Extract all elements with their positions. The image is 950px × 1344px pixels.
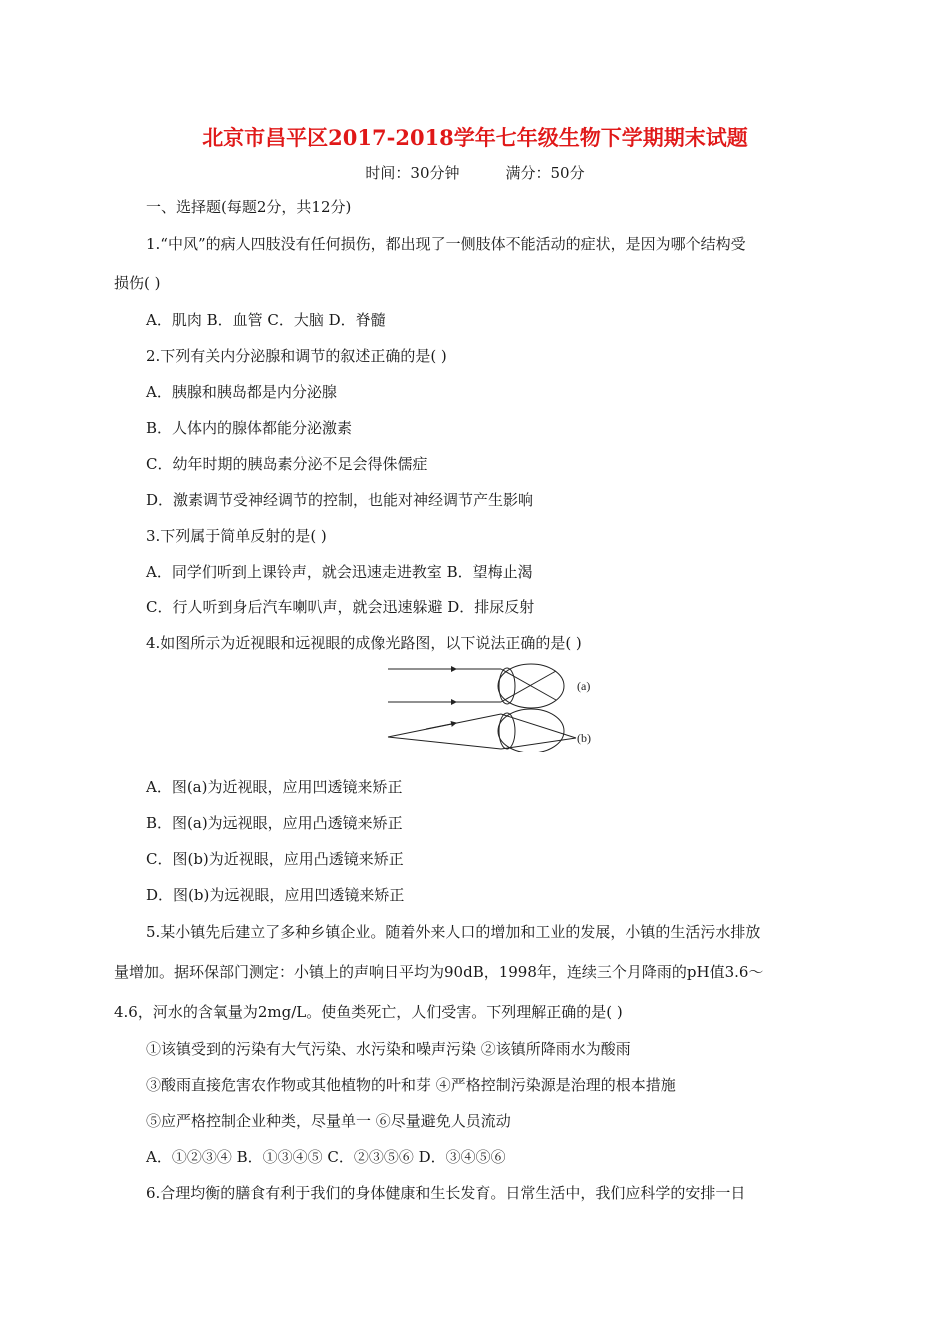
q5-statements-56: ⑤应严格控制企业种类，尽量单一 ⑥尽量避免人员流动 [146, 1112, 511, 1130]
label-a: (a) [577, 679, 591, 693]
exam-info [0, 162, 950, 183]
q5-options: A．①②③④ B．①③④⑤ C．②③⑤⑥ D．③④⑤⑥ [146, 1148, 506, 1166]
q2-stem: 2.下列有关内分泌腺和调节的叙述正确的是( ) [146, 347, 447, 365]
q2-option-a: A．胰腺和胰岛都是内分泌腺 [146, 383, 337, 401]
q5-statements-34: ③酸雨直接危害农作物或其他植物的叶和芽 ④严格控制污染源是治理的根本措施 [146, 1076, 676, 1094]
q4-option-b: B．图(a)为远视眼，应用凸透镜来矫正 [146, 814, 403, 832]
exam-score: 满分：50分 [505, 164, 585, 182]
section-heading: 一、选择题(每题2分，共12分) [146, 198, 352, 216]
q2-option-c: C．幼年时期的胰岛素分泌不足会得侏儒症 [146, 455, 428, 473]
eye-diagram-b [388, 709, 576, 752]
q6-stem-line1: 6.合理均衡的膳食有利于我们的身体健康和生长发育。日常生活中，我们应科学的安排一日 [146, 1184, 746, 1202]
q1-options: A．肌肉 B．血管 C．大脑 D．脊髓 [146, 311, 386, 329]
q5-stem-line1: 5.某小镇先后建立了多种乡镇企业。随着外来人口的增加和工业的发展，小镇的生活污水排放 [146, 923, 761, 941]
q3-options-cd: C．行人听到身后汽车喇叭声，就会迅速躲避 D．排尿反射 [146, 598, 535, 616]
q5-stem-line3: 4.6，河水的含氧量为2mg/L。使鱼类死亡，人们受害。下列理解正确的是( ) [114, 1003, 623, 1021]
q4-option-d: D．图(b)为远视眼，应用凹透镜来矫正 [146, 886, 405, 904]
q3-stem: 3.下列属于简单反射的是( ) [146, 527, 327, 545]
page-title: 北京市昌平区2017-2018学年七年级生物下学期期末试题 [202, 125, 748, 150]
q5-stem-line2: 量增加。据环保部门测定：小镇上的声响日平均为90dB，1998年，连续三个月降雨的pH值3.6～ [114, 963, 764, 981]
exam-time: 时间：30分钟 [365, 164, 460, 182]
q1-stem-line2: 损伤( ) [114, 274, 161, 292]
q2-option-b: B．人体内的腺体都能分泌激素 [146, 419, 353, 437]
eye-optics-figure [386, 660, 606, 752]
eye-diagram-a [388, 664, 564, 708]
q4-option-c: C．图(b)为近视眼，应用凸透镜来矫正 [146, 850, 404, 868]
q3-options-ab: A．同学们听到上课铃声，就会迅速走进教室 B．望梅止渴 [146, 563, 533, 581]
q2-option-d: D．激素调节受神经调节的控制，也能对神经调节产生影响 [146, 491, 534, 509]
label-b: (b) [577, 731, 591, 745]
q4-option-a: A．图(a)为近视眼，应用凹透镜来矫正 [146, 778, 403, 796]
q5-statements-12: ①该镇受到的污染有大气污染、水污染和噪声污染 ②该镇所降雨水为酸雨 [146, 1040, 631, 1058]
q1-stem-line1: 1.“中风”的病人四肢没有任何损伤，都出现了一侧肢体不能活动的症状，是因为哪个结构受 [146, 235, 746, 253]
q4-stem: 4.如图所示为近视眼和远视眼的成像光路图，以下说法正确的是( ) [146, 634, 582, 652]
